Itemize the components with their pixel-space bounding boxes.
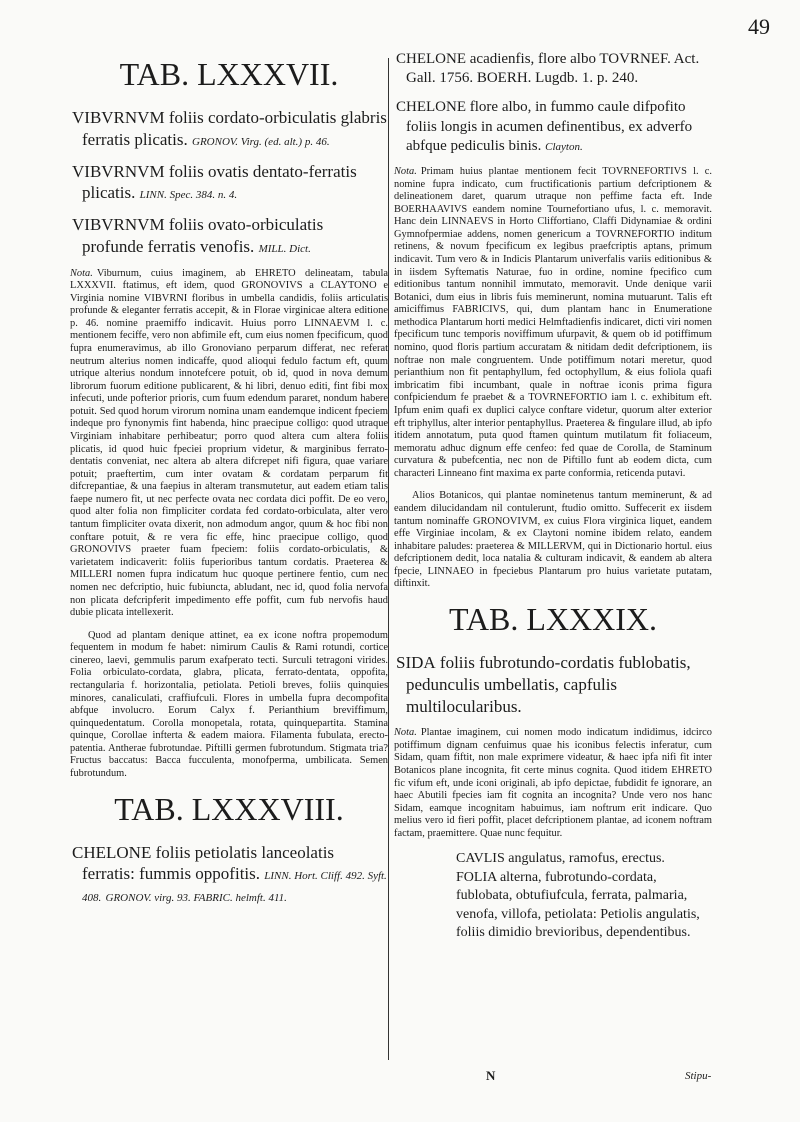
caulis-description: CAVLIS angulatus, ramofus, erectus. xyxy=(456,851,665,867)
entry-text: foliis fubrotundo-cordatis fublobatis, pedunculis umbellatis, capfulis multilocularibus. xyxy=(406,653,691,716)
entry-name: VIBVRNVM xyxy=(72,215,165,234)
catchword: Stipu- xyxy=(685,1070,712,1082)
entry-text: flore albo, in fummo caule difpofito foliis longis in acumen definentibus, ex adverfo abfque pediculis binis. xyxy=(406,99,693,154)
entry-name: CHELONE xyxy=(396,51,466,67)
entry-name: VIBVRNVM xyxy=(72,108,165,127)
entry-citation: Clayton. xyxy=(545,140,583,153)
botanists-paragraph: Alios Botanicos, qui plantae nominetenus tantum meminerunt, & ad eandem dilucidandam nil contulerunt, ftudio omitto. Suffecerit ex iisdem tantum nominaffe GRONOVIVM, ex cuius Flora virginica liquet, eandem effe Virginiae incolam, & ex Claytoni nomine ibidem relato, eandem inhabitare paludes: praeterea & MILLERVM, qui in Dictionario hortul. eius defcriptionem dedit, loca natalia & culturam indicavit, & eandem ab altera fpecie, LINNAEO in fpeciebus Plantarum pro huius varietate putatam, diftinxit. xyxy=(394,490,712,590)
signature-mark: N xyxy=(486,1068,496,1083)
right-column xyxy=(394,50,712,943)
plate-heading-88: TAB. LXXXVIII. xyxy=(114,790,344,827)
entry-chelone-acadiensis xyxy=(394,50,712,88)
entry-name: CHELONE xyxy=(72,842,152,862)
nota-label: Nota. xyxy=(70,267,93,279)
entry-text: acadienfis, flore albo TOVRNEF. Act. Gall. 1756. BOERH. Lugdb. 1. p. 240. xyxy=(406,51,700,87)
page-number: 49 xyxy=(748,14,770,39)
nota-paragraph xyxy=(70,268,388,620)
folia-description: FOLIA alterna, fubrotundo-cordata, fublobata, obtufiufcula, ferrata, palmaria, venofa, villofa, petiolata: Petiolis angulatis, foliis dimidio brevioribus, dependentibus. xyxy=(456,869,700,941)
nota-paragraph-sida xyxy=(394,727,712,840)
column-divider xyxy=(388,58,389,1060)
nota-body: Plantae imaginem, cui nomen modo indicatum indidimus, idcirco potiffimum dignam cenfuimus quae his iconibus felectis inferatur, cum Sidam, quam fiftit, non male exprimere videatur, & haec ipfa nifi fit inter Botanicos plane incognita, fit certe minus cognita. Quod itidem EHRETO fic vifum eft, unde iconi originali, ab ipfo depictae, fubdidit fe ignorare, an haec Abutili fpecies iam fit cognita an incognita? Unde vero nos hanc Sidam, eamque incognitam habuimus, iam noftrum erit indicare. Quo melius vero id fieri poffit, placet defcriptionem plantae, ad iconem noftram factam, praemittere. Quae nunc fequitur. xyxy=(394,727,712,839)
entry-name: SIDA xyxy=(396,653,436,673)
entry-name: CHELONE xyxy=(396,99,466,116)
entry-citation: LINN. Spec. 384. n. 4. xyxy=(139,189,238,202)
nota-paragraph-chelone xyxy=(394,166,712,480)
description-paragraph: Quod ad plantam denique attinet, ea ex icone noftra propemodum fequentem in modum fe habet: nimirum Caulis & Rami rotundi, cortice cinereo, laevi, gemmulis parum exafperato tecti. Surculi tetragoni virides. Folia orbiculato-cordata, glabra, plicata, ferrato-dentata, oppofita, rectangularia f. horizontalia, petiolata. Petioli breves, foliis quinquies minores, canaliculati, craffiufculi. Flores in umbella fupra decompofita abfque involucro. Eorum Calyx f. Perianthium breviffimum, quinquedentatum. Corolla monopetala, rotata, quinquepartita. Stamina quinque, Corollae infterta & eadem maiora. Filamenta fubulata, erecto-patentia. Antherae fubrotundae. Piftilli germen fubrotundum. Stigmata tria? Fructus baccatus: Bacca fucculenta, monofperma, umbilicata. Semen fubrotundum. xyxy=(70,629,388,780)
entry-viburnum-2 xyxy=(70,161,388,205)
entry-text: foliis ovatis dentato-ferratis plicatis. xyxy=(82,161,357,203)
entry-citation: MILL. Dict. xyxy=(258,242,311,255)
entry-text: foliis cordato-orbiculatis glabris ferratis plicatis. xyxy=(82,108,387,149)
entry-citation-2: GRONOV. virg. 93. FABRIC. helmft. 411. xyxy=(105,892,287,905)
entry-sida xyxy=(394,652,712,717)
nota-body: Viburnum, cuius imaginem, ab EHRETO delineatam, tabula LXXXVII. ftatimus, eft idem, quod GRONOVIVS a CLAYTONO e Virginia nomine VIBVRNI floribus in umbella candidis, foliis articulatis profunde & eleganter ferratis accepit, & in Florae virginicae altera editione p. 46. nomine praemiffo indicavit. Huius porro LINNAEVM l. c. mentionem feciffe, vero non abfimile eft, cum eius nomen fpecificum, quod fupra enumeravimus, ab illo Gronoviano perparum differat, nec referat neutrum alterius nomen indicaffe, quod alioqui fedulo factum eft, quum utrique alterius nondum innotefcere potuit, ob id, quod in nova demum librorum fuorum editione publicarent, & hi libri, denuo editi, fint fibi mox infecuti, unde pofterior prioris, cum fuum edendum pararet, nondum habere potuit. Sed quod horum virorum nomina unam eandemque indicent fpeciem indeque pro fynonymis fint habenda, hinc praecipue colligo: quod utraque Virginiam inhabitare perhibeatur; porro quod altera cum altera foliis plicatis, id quod huic fpeciei proprium videtur, & marginibus ferrato-dentatis conveniat, nec altera ab altera difcrepet nifi figura, quae variare potuit; praeftertim, cum inter ovatam & cordatam perparum fit difcrepantiae, & una faepius in alteram transmutetur, aut eadem etiam talis faepe numero fit, ut nec perfecte ovata nec cordata dici poffit. De eo vero, quod alter folia non fimpliciter cordata fed cordato-orbiculata, alter vero tantum fimpliciter ovata dixerit, non admodum angor, quum & hoc fibi non conftare potuit, & re vera fic effe, hinc praecipue colligo, quod GRONOVIVS praeter fuam fpeciem: foliis cordato-orbiculatis, & varietatem indicaverit: foliis fuperioribus tantum cordatis. Praeterea & MILLERI nomen fupra indicatum huc quoque pertinere fentio, cum nec nomen nec defcriptio, huic fubiuncta, abludant, nec id, quod folia nervofa non plicata defcripferit impedimento effe poffit, cum fub nervofis haud dubie plicata intellexerit. xyxy=(70,267,388,619)
entry-text: foliis petiolatis lanceolatis ferratis: fummis oppofitis. xyxy=(82,842,335,884)
entry-text: foliis ovato-orbiculatis profunde ferratis venofis. xyxy=(82,215,324,256)
nota-label: Nota. xyxy=(394,727,417,739)
entry-viburnum-1 xyxy=(70,107,388,151)
nota-label: Nota. xyxy=(394,165,417,177)
entry-chelone-flore-albo xyxy=(394,98,712,156)
entry-citation: LINN. Hort. Cliff. 492. Syft. 408. xyxy=(82,870,387,905)
nota-body: Primam huius plantae mentionem fecit TOVRNEFORTIVS l. c. nomine fupra indicato, cum fructificationis partium defcriptionem & delineationem daret, quarum utraque non peffime facta eft. Inde BOERHAAVIVS eandem nomine Tournefortiano ufus, l. c. memoravit. Hanc dein LINNAEVS in Horto Cliffortiano, Claffi Didynamiae & ordini Gymnofpermiae addens, nomen genericum a TOVRNEFORTIO inditum retinens, & novum fpecificum ex legibus praefcriptis aptans, primum indicavit. Tum vero & in Indicis Plantarum univerfalis variis editionibus & in iisdem Syftematis Naturae, fuo in ordine, nomine fpecifico cum editionibus tantum nonnihil immutato, memoravit. Unde denique varii Botanici, dum eius in libris fuis meminerunt, nomina mutuarunt. Talis eft amiciffimus FABRICIVS, qui, dum plantam hanc in Enumeratione methodica Plantarum horti medici Helmftadienfis indicaret, dicti viri nomen fpecificum tunc temporis noviffimum ufurpavit, & quem ob id potiffimum nomino, quod floris partium accuratam & nitidam dedit defcriptionem, iis noftrae non male congruentem. Unde potiffimum notari meretur, quod perianthium non fit pentaphyllum, fed octophyllum, & eius foliola quafi imbricatim fibi incumbant, quale in noftrae iconis prima figura confpiciendum fe praebet & a TOVRNEFORTIO iam l. c. exhibitum eft. Ipfum enim quafi ex duplici calyce conftare videtur, quorum alter exterior eft triphyllus, alter interior pentaphyllus. Praeterea & fingulare illud, ab ipfo itidem annotatum, puta quod ftamen quintum mutilatum fit foliaceum, memoratu adhuc dignum effe cenfeo: fed quae de Corolla, de Staminum curvatura & pubefcentia, nec non de Piftillo funt ab eodem dicta, cum characteri Linneano fint maxima ex parte conformia, reticenda putavi. xyxy=(394,165,712,479)
entry-viburnum-3 xyxy=(70,214,388,258)
entry-name: VIBVRNVM xyxy=(72,161,165,181)
entry-citation: GRONOV. Virg. (ed. alt.) p. 46. xyxy=(192,135,330,148)
plate-heading-87: TAB. LXXXVII. xyxy=(119,56,339,92)
entry-chelone xyxy=(70,842,388,907)
plate-heading-89: TAB. LXXXIX. xyxy=(448,601,658,638)
left-column xyxy=(70,50,388,917)
